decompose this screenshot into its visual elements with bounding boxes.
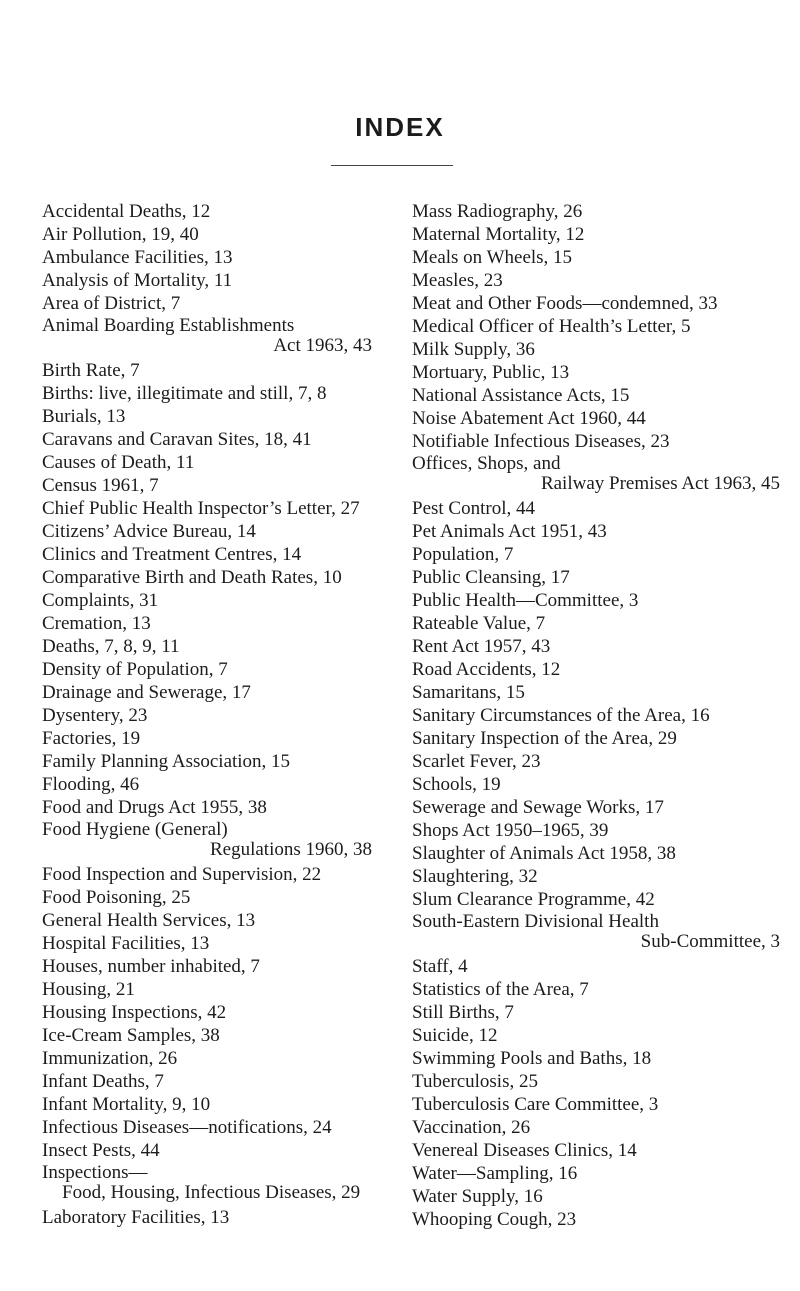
index-entry: Pet Animals Act 1951, 43 [412,521,607,542]
index-entry: Flooding, 46 [42,774,140,795]
index-entry: Insect Pests, 44 [42,1140,160,1161]
index-entry: Deaths, 7, 8, 9, 11 [42,636,180,657]
index-entry: Water—Sampling, 16 [412,1163,578,1184]
index-entry: Dysentery, 23 [42,705,148,726]
index-entry-continuation: Regulations 1960, 38 [209,839,372,860]
index-entry: Ice-Cream Samples, 38 [42,1025,220,1046]
index-entry: Statistics of the Area, 7 [412,979,589,1000]
index-entry: Citizens’ Advice Bureau, 14 [42,521,256,542]
index-entry: Houses, number inhabited, 7 [42,956,260,977]
index-entry-continuation: Food, Housing, Infectious Diseases, 29 [62,1182,361,1203]
index-entry: Samaritans, 15 [412,682,525,703]
index-entry: Comparative Birth and Death Rates, 10 [42,567,342,588]
index-entry: Meat and Other Foods—condemned, 33 [412,293,718,314]
index-entry: Burials, 13 [42,406,126,427]
index-entry: Analysis of Mortality, 11 [42,270,233,291]
index-entry: National Assistance Acts, 15 [412,385,630,406]
index-entry: Food Inspection and Supervision, 22 [42,864,322,885]
index-entry [42,1162,372,1206]
index-entry: Infectious Diseases—notifications, 24 [42,1117,332,1138]
index-entry-heading: Inspections— [42,1162,148,1183]
index-entry: Births: live, illegitimate and still, 7, 8 [42,383,327,404]
index-entry: Public Health—Committee, 3 [412,590,639,611]
index-entry: Housing, 21 [42,979,135,1000]
index-entry: Noise Abatement Act 1960, 44 [412,408,646,429]
index-entry: Sanitary Circumstances of the Area, 16 [412,705,710,726]
index-entry: Rent Act 1957, 43 [412,636,551,657]
page-title: INDEX [355,112,445,142]
index-entry: Hospital Facilities, 13 [42,933,210,954]
index-entry: Chief Public Health Inspector’s Letter, 27 [42,498,360,519]
index-entry: Accidental Deaths, 12 [42,201,211,222]
index-column-left [42,200,372,1229]
index-entry [412,453,780,497]
index-entry: Shops Act 1950–1965, 39 [412,820,609,841]
index-entry: Slum Clearance Programme, 42 [412,889,655,910]
index-entry: Public Cleansing, 17 [412,567,570,588]
index-entry: Slaughtering, 32 [412,866,538,887]
index-entry: Notifiable Infectious Diseases, 23 [412,431,670,452]
index-entry-continuation: Act 1963, 43 [273,335,372,356]
index-entry: Schools, 19 [412,774,501,795]
index-entry: Clinics and Treatment Centres, 14 [42,544,302,565]
index-entry: Infant Deaths, 7 [42,1071,164,1092]
index-entry: Medical Officer of Health’s Letter, 5 [412,316,691,337]
index-entry: Venereal Diseases Clinics, 14 [412,1140,637,1161]
index-entry: Tuberculosis, 25 [412,1071,538,1092]
index-entry: Food and Drugs Act 1955, 38 [42,797,267,818]
index-entry: Staff, 4 [412,956,468,977]
index-entry: General Health Services, 13 [42,910,256,931]
index-entry: Infant Mortality, 9, 10 [42,1094,211,1115]
index-entry: Air Pollution, 19, 40 [42,224,199,245]
index-entry: Density of Population, 7 [42,659,228,680]
index-entry: Factories, 19 [42,728,141,749]
index-entry: Swimming Pools and Baths, 18 [412,1048,652,1069]
index-entry: Whooping Cough, 23 [412,1209,577,1230]
index-entry: Family Planning Association, 15 [42,751,291,772]
index-entry: Food Poisoning, 25 [42,887,191,908]
index-entry: Caravans and Caravan Sites, 18, 41 [42,429,312,450]
index-entry: Suicide, 12 [412,1025,498,1046]
index-entry: Road Accidents, 12 [412,659,561,680]
index-entry: Housing Inspections, 42 [42,1002,227,1023]
index-column-right [412,200,780,1231]
index-entry: Causes of Death, 11 [42,452,195,473]
index-entry-heading: Offices, Shops, and [412,453,561,474]
index-entry [42,819,372,863]
index-entry: Pest Control, 44 [412,498,535,519]
index-entry: Sanitary Inspection of the Area, 29 [412,728,677,749]
index-entry [412,911,780,955]
index-entry-heading: Animal Boarding Establishments [42,315,295,336]
index-entry: Cremation, 13 [42,613,151,634]
index-entry [42,315,372,359]
index-entry: Measles, 23 [412,270,503,291]
index-entry: Immunization, 26 [42,1048,178,1069]
index-entry: Population, 7 [412,544,514,565]
index-entry: Maternal Mortality, 12 [412,224,585,245]
index-entry: Mass Radiography, 26 [412,201,583,222]
index-entry: Meals on Wheels, 15 [412,247,573,268]
title-divider [331,165,453,166]
index-entry: Birth Rate, 7 [42,360,140,381]
index-entry-continuation: Sub-Committee, 3 [640,931,780,952]
index-entry-heading: Food Hygiene (General) [42,819,228,840]
index-entry: Tuberculosis Care Committee, 3 [412,1094,659,1115]
index-entry: Slaughter of Animals Act 1958, 38 [412,843,676,864]
index-entry: Still Births, 7 [412,1002,514,1023]
index-entry: Mortuary, Public, 13 [412,362,570,383]
index-entry-heading: South-Eastern Divisional Health [412,911,659,932]
index-entry: Area of District, 7 [42,293,181,314]
index-entry: Census 1961, 7 [42,475,159,496]
index-entry: Rateable Value, 7 [412,613,546,634]
index-entry: Scarlet Fever, 23 [412,751,541,772]
index-entry: Ambulance Facilities, 13 [42,247,233,268]
index-entry: Water Supply, 16 [412,1186,543,1207]
index-entry: Complaints, 31 [42,590,159,611]
index-entry: Vaccination, 26 [412,1117,531,1138]
index-entry: Drainage and Sewerage, 17 [42,682,251,703]
index-entry: Sewerage and Sewage Works, 17 [412,797,664,818]
index-entry-continuation: Railway Premises Act 1963, 45 [540,473,780,494]
index-entry: Laboratory Facilities, 13 [42,1207,230,1228]
index-entry: Milk Supply, 36 [412,339,535,360]
